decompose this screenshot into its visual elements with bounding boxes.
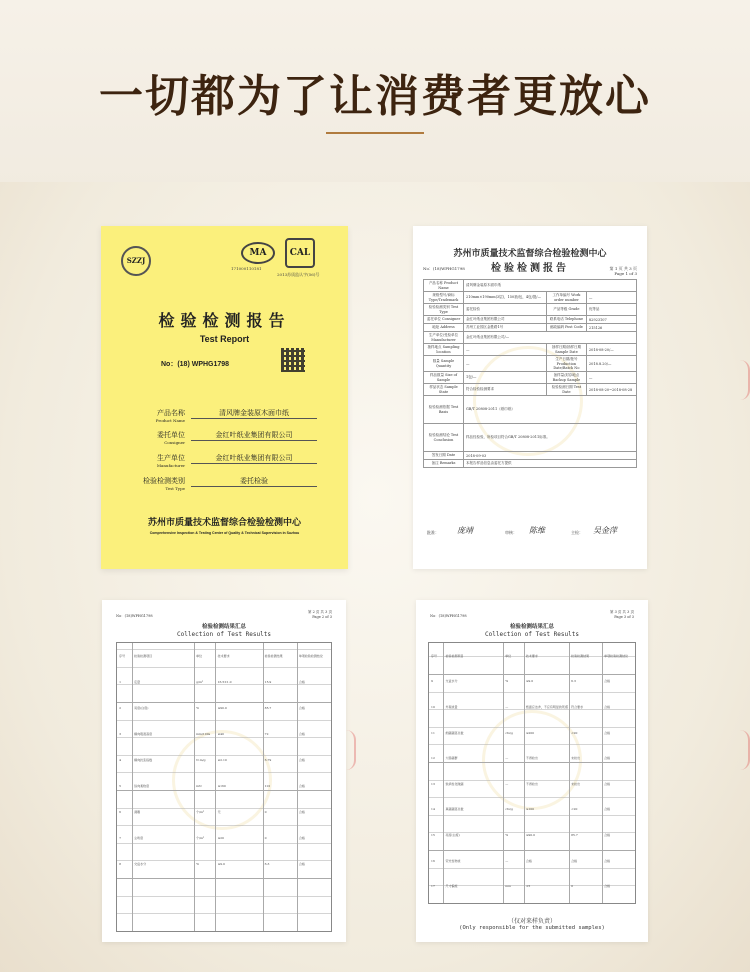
table-cell: 合格 (604, 884, 611, 889)
table-cell: 荧光性物质 (445, 858, 461, 863)
page1-page-en: Page 1 of 3 (614, 271, 637, 276)
table-cell: 抽样日期/抽样日期 Sample Date (546, 344, 586, 356)
table-cell: 个/m² (196, 810, 205, 814)
table-cell: 样品状态 Sample State (424, 384, 464, 396)
field-label-en: Manufacturer (156, 463, 185, 468)
page2-report-number: No：(18)WPHG1798 (116, 614, 153, 618)
table-column-divider (263, 643, 264, 931)
seal-edge-icon (740, 730, 750, 770)
cal-code: 2013苏质监认字(56)号 (277, 272, 320, 277)
table-cell: 合格 (298, 758, 305, 762)
table-column-divider (443, 643, 444, 903)
report-info-table (423, 279, 637, 468)
table-cell: 个/m² (196, 836, 205, 840)
table-cell: cfu/g (505, 730, 513, 735)
table-column-divider (569, 643, 570, 903)
table-row (424, 280, 637, 292)
table-cell: 4 (119, 758, 122, 762)
page1-org: 苏州市质量技术监督综合检验检测中心 (453, 249, 607, 259)
table-cell: 委托检验 (464, 304, 547, 316)
table-cell: 检验检测依据 Test Basis (424, 396, 464, 424)
table-header-cell: 单项检验检测结论 (298, 654, 323, 658)
table-cell: 符合检验检测要求 (464, 384, 547, 396)
table-cell: 2018-08-20~2018-08-28 (586, 384, 636, 396)
table-row (424, 304, 637, 316)
table-cell: 致病性化脓菌 (445, 781, 464, 786)
table-cell: 1 (119, 680, 122, 684)
table-cell: 细菌菌落总数 (445, 730, 464, 735)
table-cell: 定量 (134, 680, 141, 684)
table-cell: 产品名称 Product Name (424, 280, 464, 292)
table-cell: 检验检测日期 Test Date (546, 384, 586, 396)
field-label: 委托单位 (157, 431, 185, 439)
table-column-divider (297, 643, 298, 931)
table-cell: 13 (431, 781, 435, 786)
table-cell: ≤100 (525, 807, 535, 812)
table-cell: 不得检出 (525, 781, 538, 786)
page2-title-en: Collection of Test Results (177, 631, 271, 638)
table-header-cell: 序号 (119, 654, 126, 658)
table-cell: ≤9.0 (217, 862, 225, 866)
table-cell: <20 (571, 807, 578, 812)
table-row (424, 324, 637, 332)
table-cell: 本报告样品信息由委托方提供 (464, 460, 637, 468)
table-row (424, 356, 637, 372)
table-cell: 规格型号/商标 Type/Trademark (424, 292, 464, 304)
page3-title-cn: 检验检测结果汇总 (509, 624, 554, 630)
table-cell: 外观质量 (445, 705, 458, 709)
checked-label: 审核： (505, 530, 517, 535)
table-cell: 6.79 (264, 758, 272, 762)
table-cell: 6.3 (571, 679, 576, 684)
table-cell: 亮度(白度) (445, 833, 460, 837)
table-cell: mm/100s (196, 732, 211, 736)
table-header-cell: 单项检验检测结论 (604, 653, 629, 658)
table-cell: — (505, 781, 509, 786)
report-page-3 (416, 600, 648, 942)
table-column-divider (602, 643, 603, 903)
table-row (424, 396, 637, 424)
table-cell: 合格 (604, 858, 611, 863)
table-cell: 洞眼 (134, 810, 141, 814)
field-label-en: Consigner (164, 440, 185, 445)
table-cell: 16.5±1.0 (217, 680, 232, 684)
table-header-cell: 单位 (196, 654, 203, 658)
field-label: 生产单位 (157, 454, 185, 462)
table-row (424, 332, 637, 344)
field-label: 产品名称 (157, 409, 185, 417)
table-cell: 产品等级 Grade (546, 304, 586, 316)
table-cell: 签发日期 Date (424, 452, 464, 460)
table-cell: ≤90.0 (217, 706, 227, 710)
table-cell: mm (505, 884, 511, 889)
cover-title-cn: 检验检测报告 (158, 311, 291, 330)
table-cell: 1包/— (464, 372, 547, 384)
table-header-cell: 检验检测项目 (445, 653, 464, 658)
page3-title-en: Collection of Test Results (485, 631, 579, 638)
table-row (424, 372, 637, 384)
table-row (424, 424, 637, 452)
table-cell: 0 (264, 810, 267, 814)
table-cell: 数量 Sample Quantity (424, 356, 464, 372)
sample-note-en: (Only responsible for the submitted samples) (459, 925, 605, 931)
field-label: 检验检测类别 (143, 477, 185, 485)
table-cell: 合格 (298, 784, 305, 788)
table-cell: 合格 (298, 706, 305, 710)
table-cell: 15 (431, 833, 435, 837)
cma-logo-icon: MA (241, 242, 275, 264)
table-cell: ≤90.0 (525, 833, 536, 837)
table-cell: 联系电话 Telephone (546, 316, 586, 324)
table-cell: 检验检测结论 Test Conclusion (424, 424, 464, 452)
checked-signature: 陈维 (529, 526, 545, 535)
table-cell: 72 (264, 732, 269, 736)
table-cell: — (586, 372, 636, 384)
table-cell: 3 (119, 732, 122, 736)
table-cell: 真菌菌落总数 (445, 807, 464, 812)
approved-signature: 庞靖 (457, 526, 473, 535)
table-cell: 合格 (298, 810, 305, 814)
table-cell: g/m² (196, 680, 204, 684)
approved-label: 批准： (427, 530, 439, 535)
table-cell: 合格 (604, 756, 611, 761)
table-cell: 85.7 (571, 833, 578, 837)
table-column-divider (215, 643, 216, 931)
table-cell: 合格 (604, 781, 611, 786)
table-cell: 0 (571, 884, 574, 889)
table-header-cell: 单位 (505, 653, 512, 658)
cover-report-number: No：(18) WPHG1798 (161, 361, 230, 368)
table-cell: 无 (217, 810, 221, 814)
table-cell: 2018-08-20/— (586, 344, 636, 356)
table-cell: 未检出 (571, 756, 581, 761)
inspected-signature: 吴金萍 (593, 526, 617, 535)
table-cell: % (505, 833, 509, 837)
table-cell: 纸面应洁净，不应有明显的死褶 (525, 705, 568, 709)
report-cover (101, 226, 348, 569)
table-cell: <20 (571, 730, 578, 735)
table-cell: 交货水分 (134, 862, 147, 866)
table-header-cell: 检验检测项目 (134, 654, 153, 658)
table-cell: 82923107 (586, 316, 636, 324)
table-cell: 10 (431, 705, 435, 709)
page2-page: 第 2 页 共 3 页 (307, 610, 332, 614)
table-cell: ≤160 (217, 784, 226, 788)
table-cell: 优等品 (586, 304, 636, 316)
table-cell: 合格 (604, 705, 611, 709)
sample-note-cn: （仅对来样负责） (507, 918, 556, 925)
table-cell: 工作单编号 Work order number (546, 292, 586, 304)
table-cell: 5 (119, 784, 122, 788)
table-cell: N·m/g (196, 758, 206, 762)
table-cell: ≤200 (525, 730, 535, 735)
table-cell: 横向抗张指数 (134, 758, 153, 762)
table-cell: 合格 (604, 833, 611, 837)
table-cell: 2 (119, 706, 122, 710)
table-cell: 6 (119, 810, 122, 814)
table-row (424, 384, 637, 396)
table-row (424, 344, 637, 356)
table-cell: cfu/g (505, 807, 513, 812)
qr-code-icon (281, 348, 305, 372)
table-cell: 2018-09-03 (464, 452, 637, 460)
table-cell: 清风牌金装原木面巾纸 (464, 280, 637, 292)
table-cell: 11 (431, 730, 435, 735)
table-column-divider (132, 643, 133, 931)
table-cell: 合格 (298, 680, 305, 684)
table-cell: 检验检测类别 Test Type (424, 304, 464, 316)
table-cell: 符合要求 (571, 705, 584, 709)
table-cell: 7 (119, 836, 122, 840)
table-cell: % (196, 862, 200, 866)
table-cell: 合格 (604, 730, 611, 735)
table-cell: 地址 Address (424, 324, 464, 332)
seal-edge-icon (346, 730, 356, 770)
table-cell: — (505, 705, 509, 709)
table-cell: — (464, 344, 547, 356)
table-cell: 合格 (298, 836, 305, 840)
page2-page-en: Page 2 of 3 (312, 615, 332, 619)
table-cell: 生产单位/受检单位 Manufacturer (424, 332, 464, 344)
table-cell: 委托单位 Consigner (424, 316, 464, 324)
table-cell: 不得检出 (525, 756, 538, 761)
table-cell: ±5 (525, 884, 531, 889)
table-column-divider (524, 643, 525, 903)
headline-underline (326, 132, 424, 134)
table-header-cell: 序号 (431, 653, 438, 658)
table-cell: 12 (431, 756, 435, 761)
table-cell: 横向吸液高度 (134, 732, 153, 736)
table-cell: 16 (431, 858, 435, 863)
table-cell: ≤9.0 (525, 679, 534, 684)
table-cell: 备注 Remarks (424, 460, 464, 468)
report-page-1 (413, 226, 647, 569)
page2-title-cn: 检验检测结果汇总 (201, 624, 246, 630)
table-cell: ≤20 (217, 836, 224, 840)
table-cell: GB/T 20808-2011《纸巾纸》 (464, 396, 637, 424)
table-cell: 合格 (298, 732, 305, 736)
table-cell: 14 (431, 807, 435, 812)
table-header-cell: 检验检测结果 (571, 653, 590, 658)
table-row (424, 316, 637, 324)
table-cell: 6.3 (264, 862, 270, 866)
table-header-cell: 技术要求 (525, 653, 538, 658)
table-cell: 210mm×190mm(3层)，150抽/包，4包/提/— (464, 292, 547, 304)
table-cell: 亮度(白度) (134, 706, 149, 710)
report-page-2 (102, 600, 346, 942)
table-cell: — (505, 858, 509, 863)
table-cell: mN (196, 784, 202, 788)
cal-logo-icon: CAL (285, 238, 315, 268)
table-cell: — (505, 756, 509, 761)
field-label-en: Test Type (165, 486, 185, 491)
table-cell: 金红叶纸业集团有限公司 (464, 316, 547, 324)
results-table (116, 642, 332, 932)
table-cell: % (196, 706, 200, 710)
seal-edge-icon (740, 360, 750, 400)
table-cell: 0 (264, 836, 267, 840)
table-cell: — (586, 292, 636, 304)
cma-code: 171000110181 (231, 266, 262, 271)
table-cell: 85.7 (264, 706, 272, 710)
table-cell: 金红叶纸业集团有限公司/— (464, 332, 637, 344)
table-cell: 生产日期/批号 Production Date/Batch No (546, 356, 586, 372)
table-cell: 邮政编码 Post Code (546, 324, 586, 332)
results-table (428, 642, 636, 904)
table-header-cell: 检验检测结果 (264, 654, 283, 658)
table-cell: 抽样地点 Sampling location (424, 344, 464, 356)
table-cell: 215126 (586, 324, 636, 332)
table-cell: 苏州工业园区金胜路1号 (464, 324, 547, 332)
table-cell: 大肠菌群 (445, 756, 458, 761)
table-cell: 合格 (525, 858, 532, 863)
table-cell: 纵向柔软度 (134, 784, 150, 788)
table-cell: 15.9 (264, 680, 272, 684)
table-cell: 2018.8.20/— (586, 356, 636, 372)
table-cell: 17 (431, 884, 435, 889)
page3-report-number: No：(18)WPHG1798 (430, 614, 467, 618)
table-row (424, 452, 637, 460)
page3-page: 第 3 页 共 3 页 (609, 610, 634, 614)
table-cell: 未检出 (571, 781, 581, 786)
table-column-divider (194, 643, 195, 931)
field-value: 金红叶纸业集团有限公司 (191, 430, 317, 441)
table-cell: 交货水分 (445, 679, 458, 684)
table-row (424, 292, 637, 304)
table-cell: ≥2.10 (217, 758, 227, 762)
table-cell: 合格 (604, 807, 611, 812)
cover-org-en: Comprehensive Inspection & Testing Center of Quality & Technical Supervision in Suzhou (149, 531, 300, 535)
field-value: 金红叶纸业集团有限公司 (191, 453, 317, 464)
szzj-logo-icon: SZZJ (121, 246, 151, 276)
table-cell: — (464, 356, 547, 372)
table-cell: 8 (119, 862, 122, 866)
table-cell: 备样量/封存地点 Backup Sample (546, 372, 586, 384)
table-cell: 101 (264, 784, 271, 788)
page1-report-number: No：(18)WPHG1798 (423, 266, 465, 271)
field-label-en: Product Name (155, 418, 185, 423)
table-cell: 合格 (571, 858, 578, 863)
page1-title: 检验检测报告 (491, 263, 569, 274)
page-headline: 一切都为了让消费者更放心 (99, 71, 651, 122)
field-value: 清风牌金装原木面巾纸 (191, 408, 317, 419)
page1-page: 第 1 页 共 3 页 (609, 266, 637, 271)
table-cell: 样品数量 Size of Sample (424, 372, 464, 384)
table-cell: 样品经检验，所检项目符合GB/T 20808-2011标准。 (464, 424, 637, 452)
inspected-label: 主检： (571, 530, 583, 535)
table-cell: 合格 (604, 679, 611, 684)
table-row (424, 460, 637, 468)
table-cell: 尘埃度 (134, 836, 144, 840)
cover-org-cn: 苏州市质量技术监督综合检验检测中心 (147, 518, 301, 528)
table-cell: 9 (431, 679, 433, 684)
table-cell: % (505, 679, 509, 684)
table-cell: 尺寸偏差 (445, 884, 458, 889)
page3-page-en: Page 3 of 3 (614, 615, 634, 619)
table-header-cell: 技术要求 (217, 654, 230, 658)
table-column-divider (503, 643, 504, 903)
field-value: 委托检验 (191, 476, 317, 487)
table-cell: 合格 (298, 862, 305, 866)
cover-title-en: Test Report (199, 334, 250, 344)
table-cell: ≥40 (217, 732, 224, 736)
